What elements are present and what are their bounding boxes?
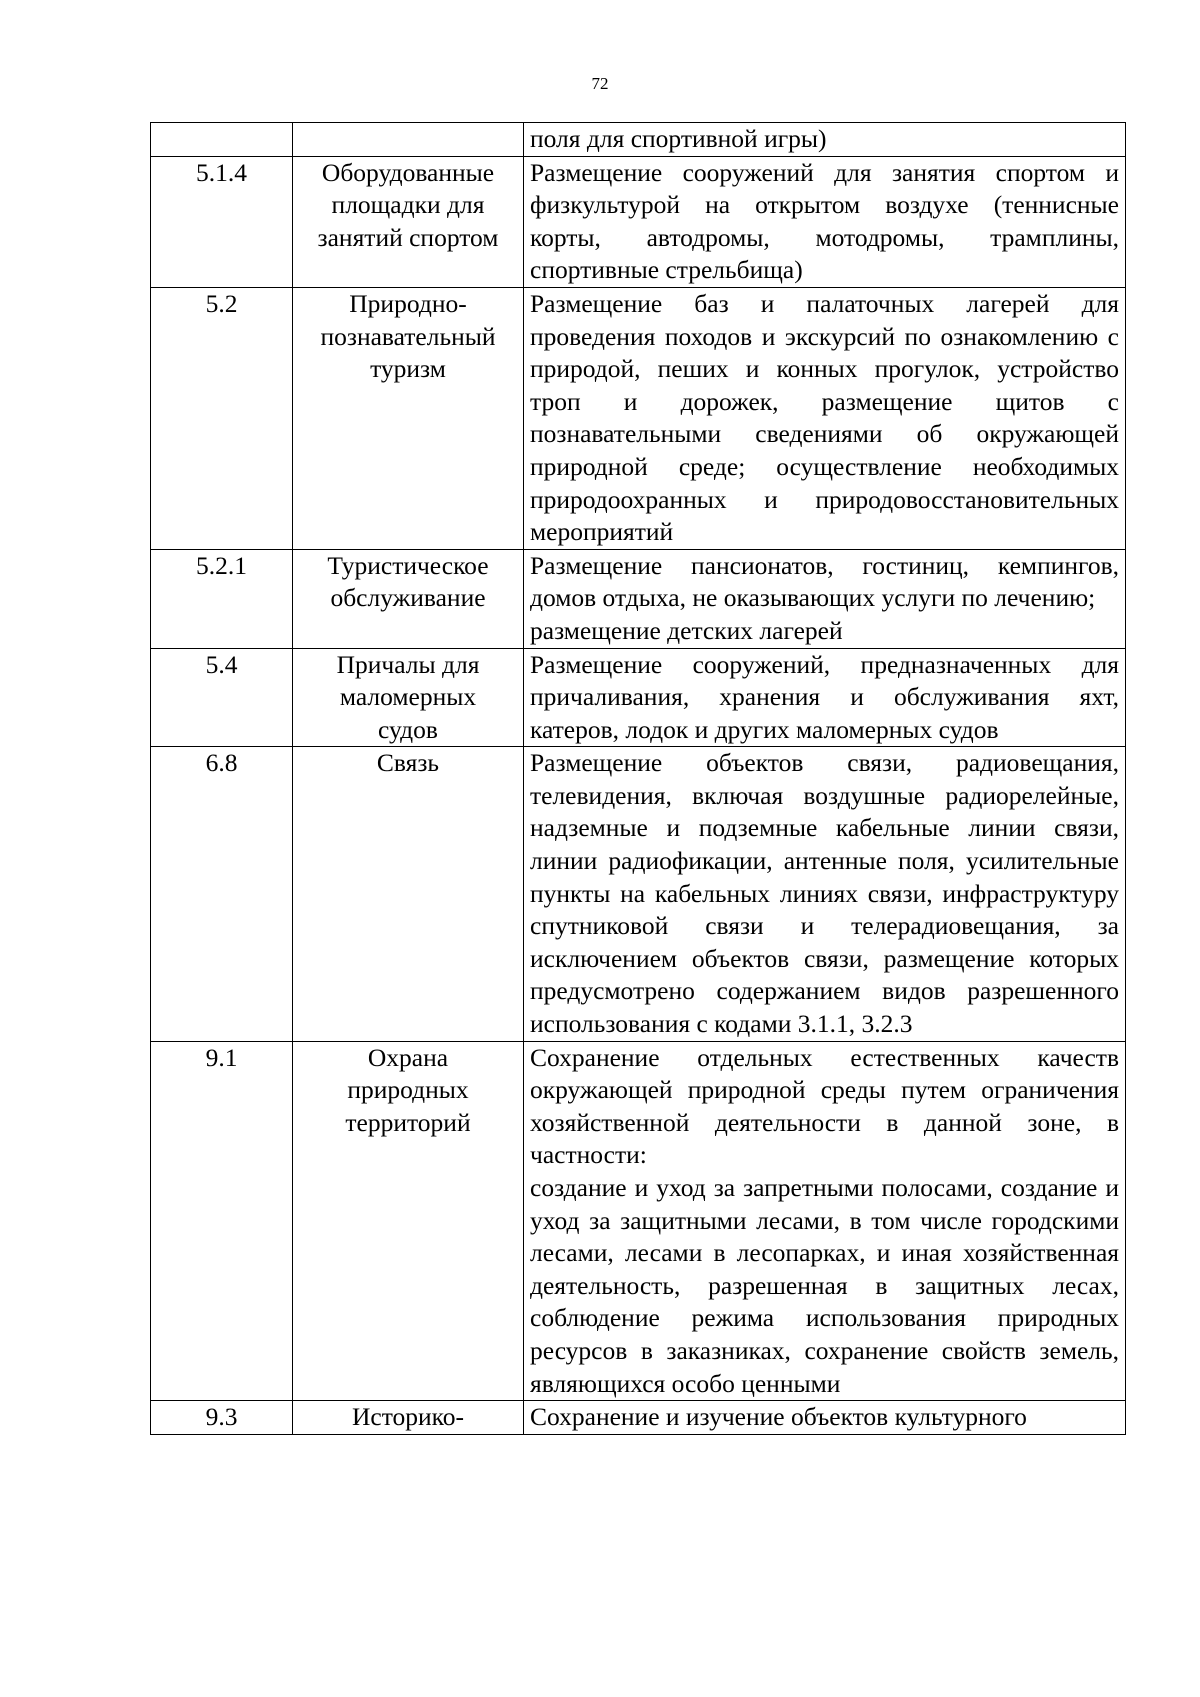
row-name-cell [293, 123, 524, 157]
row-description-cell [524, 1401, 1126, 1435]
table-row [151, 287, 1126, 549]
row-name-line: Оборудованные [321, 157, 495, 187]
row-name-line: познавательный [320, 321, 496, 351]
table-row [151, 1041, 1126, 1401]
table-body [151, 123, 1126, 1435]
row-description-paragraph: Размещение баз и палаточных лагерей для проведения походов и экскурсий по ознакомлению с природой, пеших и конных прогулок, устройство троп и дорожек, размещение щитов с познавательными сведениями об окружающей природной среде; осуществление необходимых природоохранных и природовосстановительных мероприятий [530, 288, 1119, 547]
row-description-paragraph: Сохранение отдельных естественных качеств окружающей природной среды путем ограничения хозяйственной деятельности в данной зоне, в частности: [530, 1042, 1119, 1170]
row-name-line: судов [378, 714, 438, 744]
row-description-paragraph: Размещение сооружений, предназначенных для причаливания, хранения и обслуживания яхт, катеров, лодок и других маломерных судов [530, 649, 1119, 744]
row-name-line: Причалы для [336, 649, 480, 679]
row-description-paragraph: создание и уход за запретными полосами, создание и уход за защитными лесами, в том числе городскими лесами, лесами в лесопарках, и иная хозяйственная деятельность, разрешенная в защитных лесах, соблюдение режима использования природных ресурсов в заказниках, сохранение свойств земель, являющихся особо ценными [530, 1173, 1119, 1398]
row-description-paragraph: размещение детских лагерей [530, 615, 843, 645]
row-description-cell [524, 156, 1126, 287]
row-name-line: площадки для [331, 190, 485, 220]
row-name-cell [293, 549, 524, 648]
row-name-cell [293, 156, 524, 287]
row-name-line: Природно- [349, 288, 467, 318]
row-name-line: Охрана [367, 1042, 449, 1072]
row-name-line: туризм [370, 354, 446, 384]
row-name-line: маломерных [339, 682, 477, 712]
row-code-cell: 5.2 [151, 287, 293, 549]
row-code-cell: 5.2.1 [151, 549, 293, 648]
row-name-line: занятий спортом [317, 222, 499, 252]
row-name-line: обслуживание [330, 583, 486, 613]
row-name-line: Связь [376, 748, 440, 778]
row-name-line: природных [347, 1075, 469, 1105]
row-name-line: территорий [345, 1107, 471, 1137]
row-name-line: Туристическое [327, 550, 489, 580]
row-description-cell [524, 549, 1126, 648]
row-description-cell [524, 123, 1126, 157]
row-description-cell [524, 287, 1126, 549]
row-name-cell [293, 1041, 524, 1401]
table-row [151, 156, 1126, 287]
row-code-cell: 5.1.4 [151, 156, 293, 287]
table-row [151, 549, 1126, 648]
land-use-table [150, 122, 1126, 1435]
row-description-paragraph: Сохранение и изучение объектов культурного [530, 1402, 1027, 1432]
row-name-cell [293, 1401, 524, 1435]
row-code-cell: 9.3 [151, 1401, 293, 1435]
table-row [151, 648, 1126, 747]
page-number: 72 [591, 74, 609, 93]
row-code-cell: 5.4 [151, 648, 293, 747]
row-description-cell [524, 747, 1126, 1041]
row-code-cell: 6.8 [151, 747, 293, 1041]
row-code-cell: 9.1 [151, 1041, 293, 1401]
row-name-cell [293, 287, 524, 549]
row-name-line: Историко- [351, 1402, 465, 1432]
row-description-cell [524, 1041, 1126, 1401]
table-row [151, 747, 1126, 1041]
row-name-cell [293, 747, 524, 1041]
row-description-paragraph: Размещение объектов связи, радиовещания, телевидения, включая воздушные радиорелейные, надземные и подземные кабельные линии связи, линии радиофикации, антенные поля, усилительные пункты на кабельных линиях связи, инфраструктуру спутниковой связи и телерадиовещания, за исключением объектов связи, размещение которых предусмотрено содержанием видов разрешенного использования с кодами 3.1.1, 3.2.3 [530, 748, 1119, 1039]
row-code-cell [151, 123, 293, 157]
row-description-cell [524, 648, 1126, 747]
table-row [151, 123, 1126, 157]
row-description-paragraph: Размещение сооружений для занятия спортом и физкультурой на открытом воздухе (теннисные корты, автодромы, мотодромы, трамплины, спортивные стрельбища) [530, 157, 1119, 285]
row-name-cell [293, 648, 524, 747]
table-row [151, 1401, 1126, 1435]
row-description-paragraph: Размещение пансионатов, гостиниц, кемпингов, домов отдыха, не оказывающих услуги по лечению; [530, 550, 1119, 613]
row-description-paragraph: поля для спортивной игры) [530, 124, 827, 153]
